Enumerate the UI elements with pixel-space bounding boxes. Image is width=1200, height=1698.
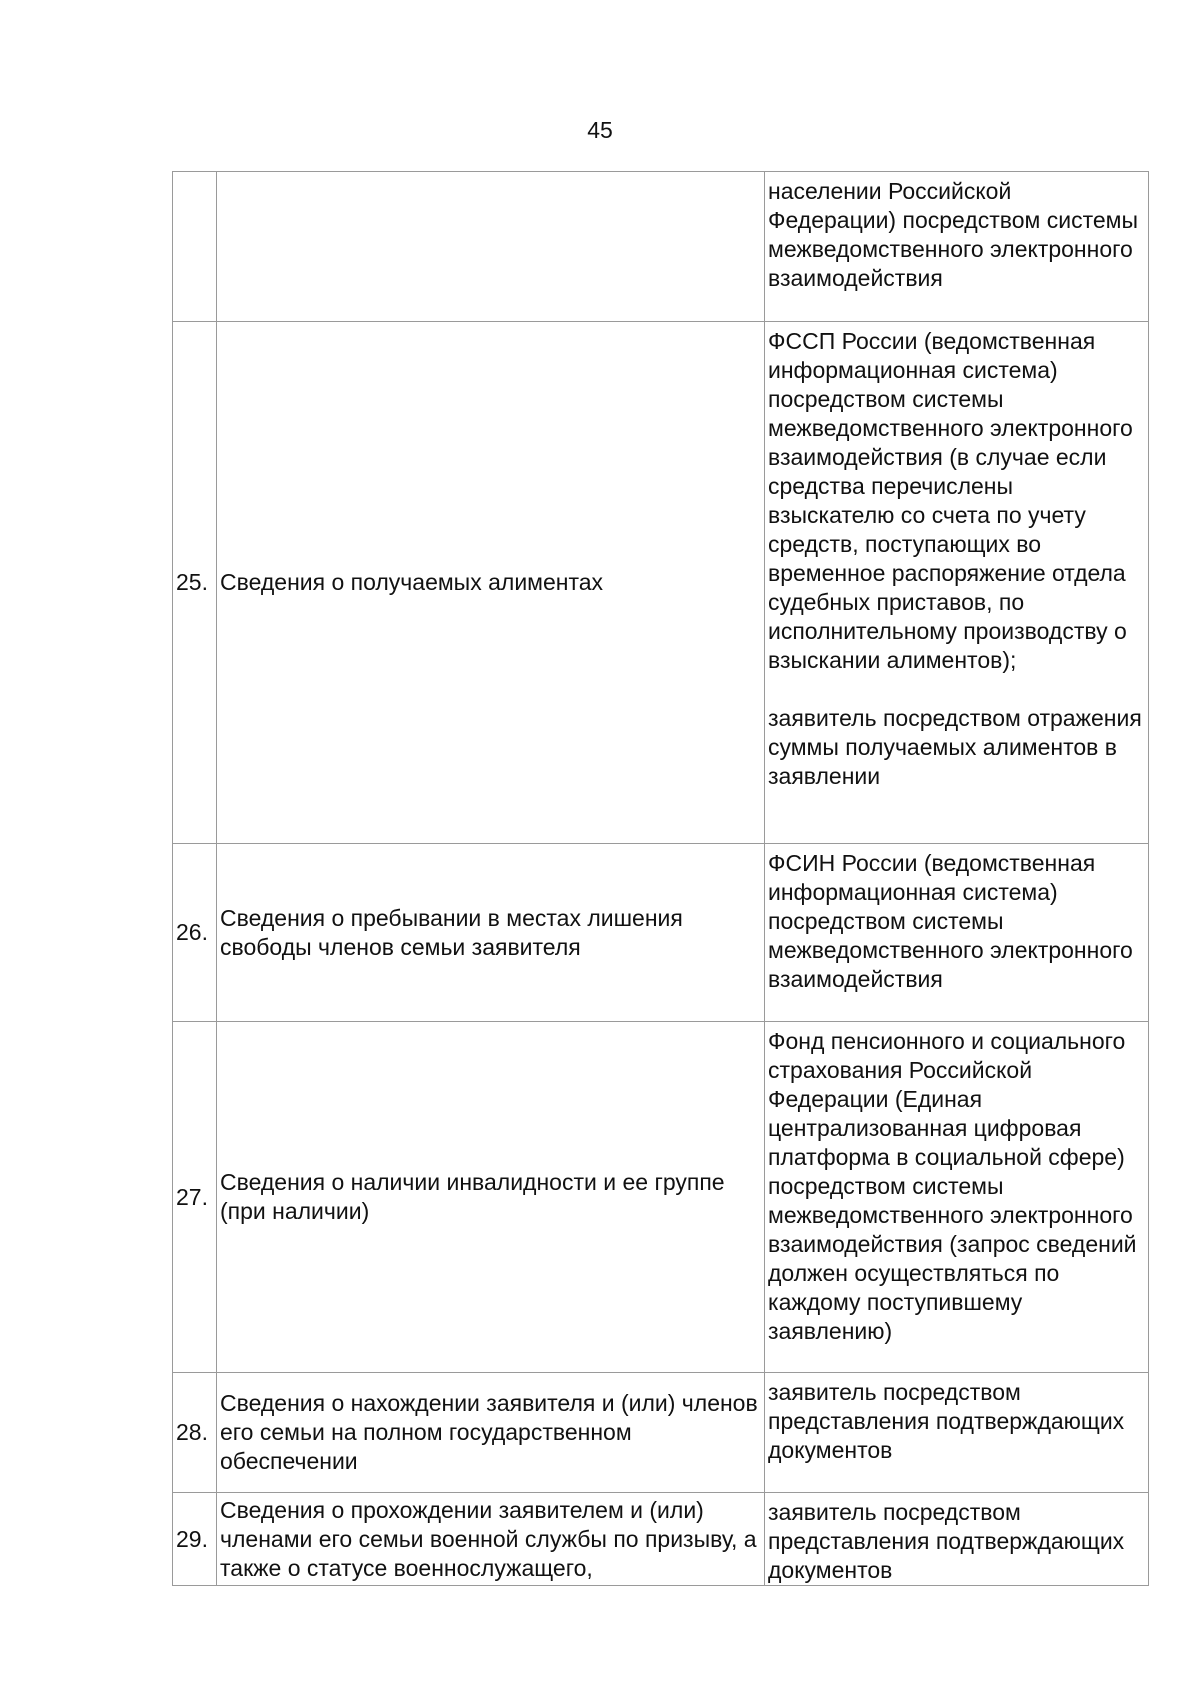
- row-source: [765, 1373, 1149, 1493]
- row-source: [765, 844, 1149, 1022]
- source-text: ФСИН России (ведомственная информационная система) посредством системы межведомственного электронного взаимодействия: [768, 850, 1133, 992]
- table-row: [173, 172, 1149, 322]
- row-number: 28.: [173, 1373, 217, 1493]
- row-source: [765, 1493, 1149, 1586]
- table-row: [173, 844, 1149, 1022]
- source-text: населении Российской Федерации) посредством системы межведомственного электронного взаимодействия: [768, 178, 1138, 291]
- row-number: 27.: [173, 1022, 217, 1373]
- row-number: [173, 172, 217, 322]
- row-number: 26.: [173, 844, 217, 1022]
- source-text: заявитель посредством представления подтверждающих документов: [768, 1499, 1125, 1583]
- table-row: [173, 1373, 1149, 1493]
- documents-table: [172, 171, 1149, 1586]
- table-row: [173, 322, 1149, 844]
- row-source: [765, 1022, 1149, 1373]
- source-text: Фонд пенсионного и социального страхования Российской Федерации (Единая централизованная цифровая платформа в социальной сфере) посредством системы межведомственного электронного взаимодействия (запрос сведений должен осуществляться по каждому поступившему заявлению): [768, 1028, 1137, 1344]
- row-source: [765, 172, 1149, 322]
- row-name: Сведения о наличии инвалидности и ее группе (при наличии): [217, 1022, 765, 1373]
- row-number: 25.: [173, 322, 217, 844]
- source-text: ФССП России (ведомственная информационная система) посредством системы межведомственного электронного взаимодействия (в случае если средства перечислены взыскателю со счета по учету средств, поступающих во временное распоряжение отдела судебных приставов, по исполнительному производству о взыскании алиментов);: [768, 328, 1133, 673]
- row-name: Сведения о прохождении заявителем и (или) членами его семьи военной службы по призыву, а также о статусе военнослужащего,: [217, 1493, 765, 1586]
- row-number: 29.: [173, 1493, 217, 1586]
- source-text: заявитель посредством отражения суммы получаемых алиментов в заявлении: [768, 705, 1142, 789]
- row-name: Сведения о нахождении заявителя и (или) членов его семьи на полном государственном обеспечении: [217, 1373, 765, 1493]
- row-source: [765, 322, 1149, 844]
- source-text: заявитель посредством представления подтверждающих документов: [768, 1379, 1125, 1463]
- row-name: Сведения о получаемых алиментах: [217, 322, 765, 844]
- page-number: 45: [587, 117, 613, 143]
- row-name: Сведения о пребывании в местах лишения свободы членов семьи заявителя: [217, 844, 765, 1022]
- table-row: [173, 1493, 1149, 1586]
- row-name: [217, 172, 765, 322]
- table-row: [173, 1022, 1149, 1373]
